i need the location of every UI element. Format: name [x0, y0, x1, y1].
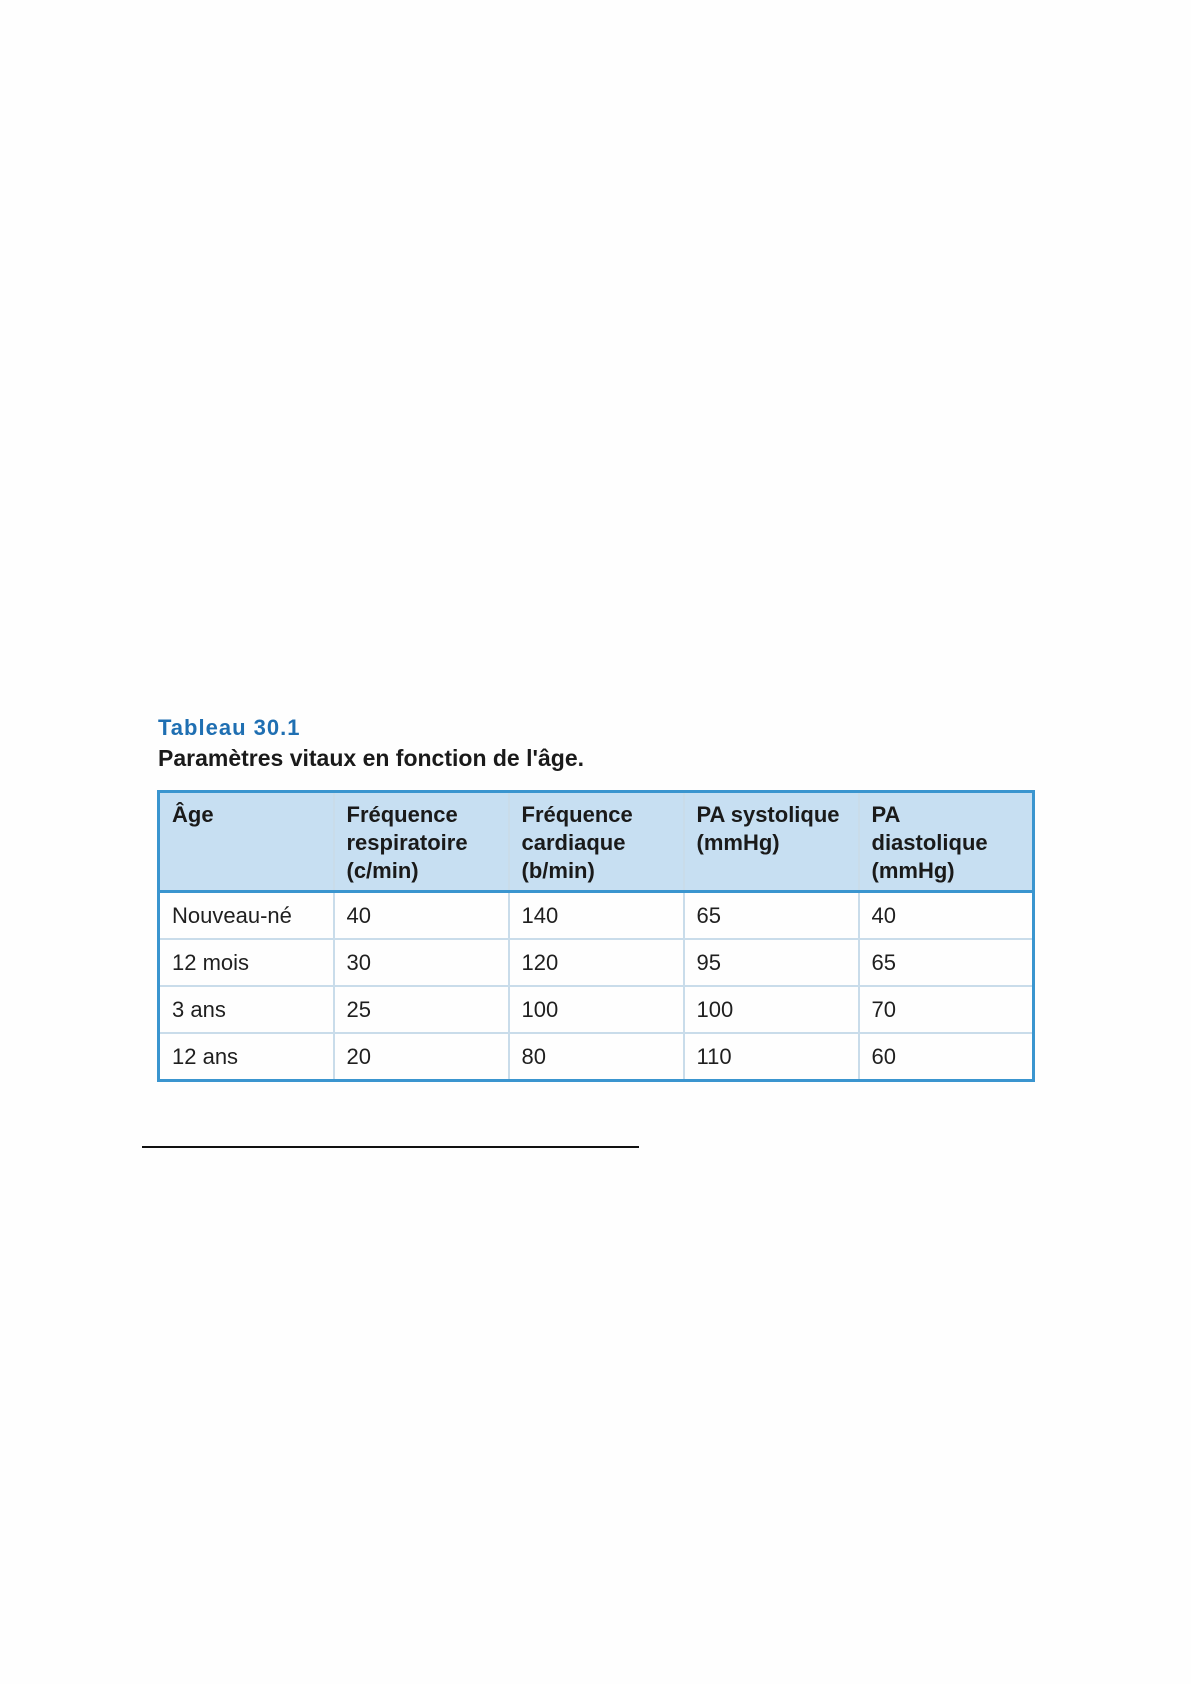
header-label: PA diastolique (mmHg)	[871, 802, 988, 883]
header-cell-age	[159, 792, 334, 892]
header-cell-heart-rate	[509, 792, 684, 892]
table-cell: 40	[859, 892, 1034, 940]
table-cell: 120	[509, 939, 684, 986]
table-cell: 100	[684, 986, 859, 1033]
table-cell: 3 ans	[159, 986, 334, 1033]
header-cell-systolic-bp	[684, 792, 859, 892]
header-label: Fréquence cardiaque (b/min)	[521, 802, 633, 883]
table-cell: 60	[859, 1033, 1034, 1081]
table-cell: 25	[334, 986, 509, 1033]
table-header	[159, 792, 1034, 892]
table-cell: 12 ans	[159, 1033, 334, 1081]
table-caption: Paramètres vitaux en fonction de l'âge.	[158, 745, 584, 771]
table-cell: 40	[334, 892, 509, 940]
table-cell: 65	[684, 892, 859, 940]
table-number-heading	[158, 715, 320, 740]
table-cell: 140	[509, 892, 684, 940]
table-cell: 12 mois	[159, 939, 334, 986]
table-row	[159, 1033, 1034, 1081]
table-cell: 95	[684, 939, 859, 986]
table-cell: Nouveau-né	[159, 892, 334, 940]
table-row	[159, 892, 1034, 940]
table-cell: 70	[859, 986, 1034, 1033]
table-cell: 110	[684, 1033, 859, 1081]
table-cell: 100	[509, 986, 684, 1033]
table-number-text: Tableau 30.1	[158, 715, 301, 740]
header-row	[159, 792, 1034, 892]
table-cell: 30	[334, 939, 509, 986]
header-label: PA systolique (mmHg)	[696, 802, 840, 855]
table-body	[159, 892, 1034, 1081]
table-cell: 20	[334, 1033, 509, 1081]
table-row	[159, 939, 1034, 986]
header-cell-respiratory-rate	[334, 792, 509, 892]
footnote-separator	[142, 1146, 639, 1148]
table-cell: 80	[509, 1033, 684, 1081]
table-row	[159, 986, 1034, 1033]
vitals-table	[157, 790, 1035, 1082]
table-cell: 65	[859, 939, 1034, 986]
header-label: Âge	[172, 802, 214, 827]
header-cell-diastolic-bp	[859, 792, 1034, 892]
header-label: Fréquence respiratoire (c/min)	[346, 802, 468, 883]
